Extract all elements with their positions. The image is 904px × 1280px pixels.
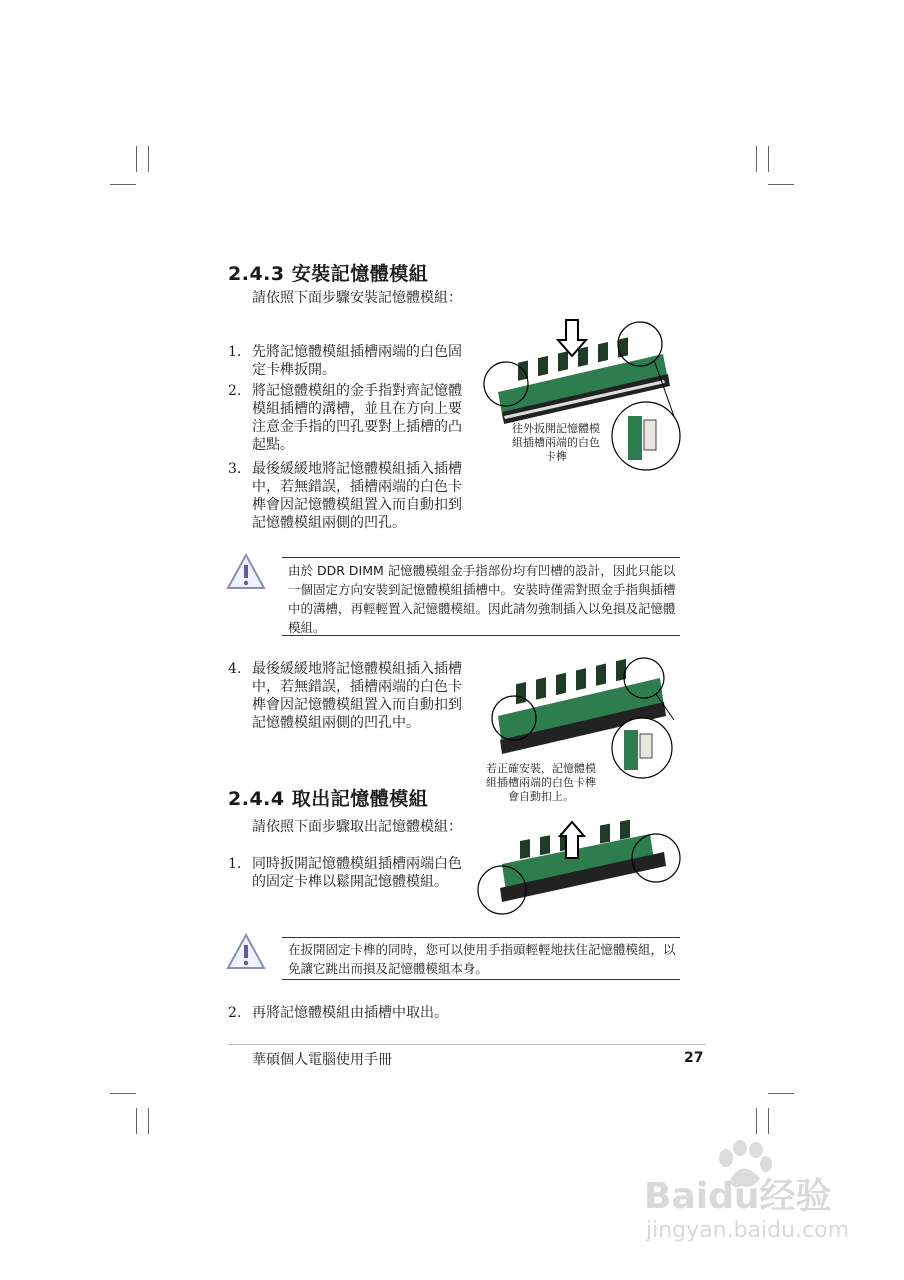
crop-mark	[110, 1093, 136, 1094]
note-rule-bottom	[282, 635, 680, 636]
crop-mark	[136, 146, 137, 172]
memory-chip	[578, 347, 588, 367]
crop-mark	[768, 1108, 769, 1134]
step-number: 1.	[228, 344, 242, 360]
section-heading-remove: 2.4.4 取出記憶體模組	[228, 788, 429, 810]
note-text: 由於 DDR DIMM 記憶體模組金手指部份均有凹槽的設計，因此只能以一個固定方向安裝到記憶體模組插槽中。安裝時僅需對照金手指與插槽中的溝槽，再輕輕置入記憶體模組。因此請勿強制插入以免損及記憶體模組。	[288, 563, 676, 635]
footer-manual-title: 華碩個人電腦使用手冊	[252, 1052, 392, 1068]
dimm-module-detail	[624, 730, 638, 770]
step-number: 4.	[228, 661, 242, 677]
watermark-brand: Baidu经验	[644, 1176, 832, 1217]
step-text: 最後緩緩地將記憶體模組插入插槽中，若無錯誤，插槽兩端的白色卡榫會因記憶體模組置入而自動扣到記憶體模組兩側的凹孔中。	[252, 661, 462, 731]
footer-rule	[228, 1044, 706, 1045]
crop-mark	[768, 1093, 794, 1094]
crop-mark	[110, 184, 136, 185]
memory-chip	[556, 673, 566, 695]
memory-chip	[520, 839, 530, 859]
memory-chip	[540, 835, 550, 855]
section-intro-remove: 請依照下面步驟取出記憶體模組：	[252, 819, 462, 835]
crop-mark	[768, 184, 794, 185]
dimm-illustration	[474, 818, 686, 918]
warning-icon	[226, 933, 266, 971]
step-text: 最後緩緩地將記憶體模組插入插槽中，若無錯誤，插槽兩端的白色卡榫會因記憶體模組置入而自動扣到記憶體模組兩側的凹孔。	[252, 461, 462, 531]
crop-mark	[136, 1108, 137, 1134]
memory-chip	[598, 342, 608, 362]
note-rule-bottom	[282, 979, 680, 980]
memory-chip	[600, 824, 610, 844]
step-text: 同時扳開記憶體模組插槽兩端白色的固定卡榫以鬆開記憶體模組。	[252, 856, 462, 890]
section-heading-install: 2.4.3 安裝記憶體模組	[228, 263, 429, 285]
step-number: 2.	[228, 383, 242, 399]
memory-chip	[538, 356, 548, 376]
note-rule-top	[282, 557, 680, 558]
step-text: 將記憶體模組的金手指對齊記憶體模組插槽的溝槽，並且在方向上要注意金手指的凹孔要對上插槽的凸起點。	[252, 383, 462, 453]
watermark-url: jingyan.baidu.com	[646, 1218, 850, 1243]
section-intro-install: 請依照下面步驟安裝記憶體模組：	[252, 290, 462, 306]
step-number: 2.	[228, 1005, 242, 1021]
page-number: 27	[684, 1050, 704, 1066]
figure-remove-module	[474, 818, 686, 918]
note-text: 在扳開固定卡榫的同時，您可以使用手指頭輕輕地扶住記憶體模組，以免讓它跳出而損及記憶體模組本身。	[288, 942, 676, 976]
step-number: 3.	[228, 461, 242, 477]
memory-chip	[536, 677, 546, 699]
note-rule-top	[282, 937, 680, 938]
memory-chip	[618, 337, 628, 357]
white-latch	[644, 420, 656, 450]
step-text: 再將記憶體模組由插槽中取出。	[252, 1005, 448, 1021]
memory-chip	[596, 664, 606, 686]
memory-chip	[516, 682, 526, 704]
white-latch	[640, 734, 652, 758]
step-text: 先將記憶體模組插槽兩端的白色固定卡榫扳開。	[252, 344, 462, 378]
memory-chip	[558, 351, 568, 371]
dimm-module-detail	[628, 416, 642, 460]
crop-mark	[756, 146, 757, 172]
warning-icon	[226, 553, 266, 591]
crop-mark	[768, 146, 769, 172]
crop-mark	[756, 1108, 757, 1134]
figure-caption: 若正確安裝，記憶體模組插槽兩端的白色卡榫會自動扣上。	[486, 762, 596, 803]
figure-caption: 往外扳開記憶體模組插槽兩端的白色卡榫	[512, 422, 600, 463]
step-number: 1.	[228, 856, 242, 872]
memory-chip	[620, 820, 630, 840]
crop-mark	[148, 146, 149, 172]
crop-mark	[148, 1108, 149, 1134]
memory-chip	[576, 668, 586, 690]
